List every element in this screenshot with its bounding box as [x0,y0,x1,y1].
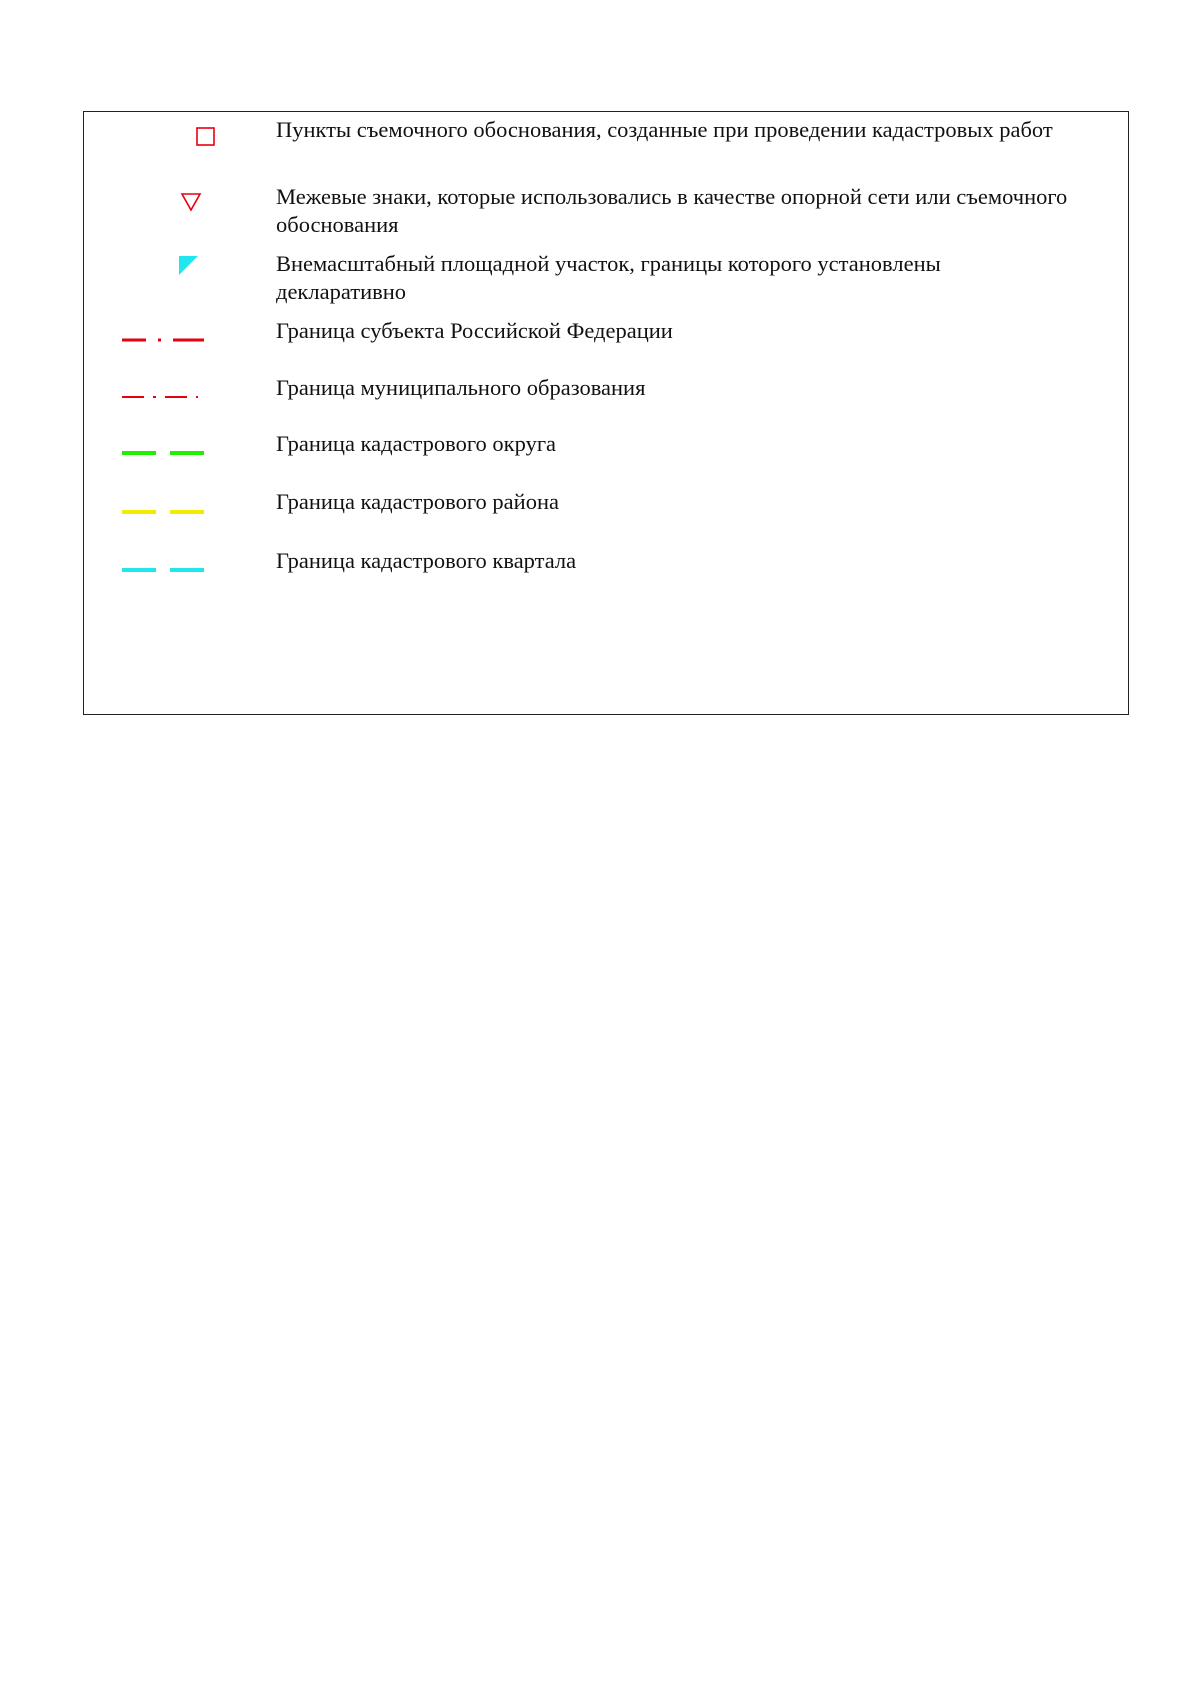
legend-label: Граница кадастрового района [276,489,559,514]
legend-symbol-boundary-markers [114,183,264,233]
legend-box [83,111,1129,715]
red-triangle-down-outline-icon [114,183,264,233]
legend-label: Граница муниципального образования [276,375,646,400]
cyan-dashed-line [114,547,264,597]
yellow-dashed-line [114,488,264,538]
legend-symbol-federal-subject-boundary [114,317,264,367]
legend-label: Межевые знаки, которые использовались в качестве опорной сети или съемочного обоснования [276,184,1068,237]
flag-shape [179,256,198,275]
square-shape [197,128,214,145]
legend-label: Пункты съемочного обоснования, созданные при проведении кадастровых работ [276,117,1053,142]
legend-label: Граница субъекта Российской Федерации [276,318,673,343]
legend-label: Внемасштабный площадной участок, границы которого установлены декларативно [276,251,941,304]
legend-symbol-cadastral-district-boundary [114,430,264,480]
legend-symbol-survey-points [114,116,264,166]
red-dash-dot-thin-line [114,374,264,424]
legend-symbol-municipal-boundary [114,374,264,424]
cyan-flag-triangle-icon [114,250,264,300]
legend-symbol-cadastral-region-boundary [114,488,264,538]
red-square-outline-icon [114,116,264,166]
legend-symbol-declarative-parcel [114,250,264,300]
legend-label: Граница кадастрового округа [276,431,557,456]
green-dashed-line [114,430,264,480]
legend-symbol-cadastral-quarter-boundary [114,547,264,597]
legend-label: Граница кадастрового квартала [276,548,577,573]
red-dash-dot-thick-line [114,317,264,367]
triangle-shape [182,194,200,210]
